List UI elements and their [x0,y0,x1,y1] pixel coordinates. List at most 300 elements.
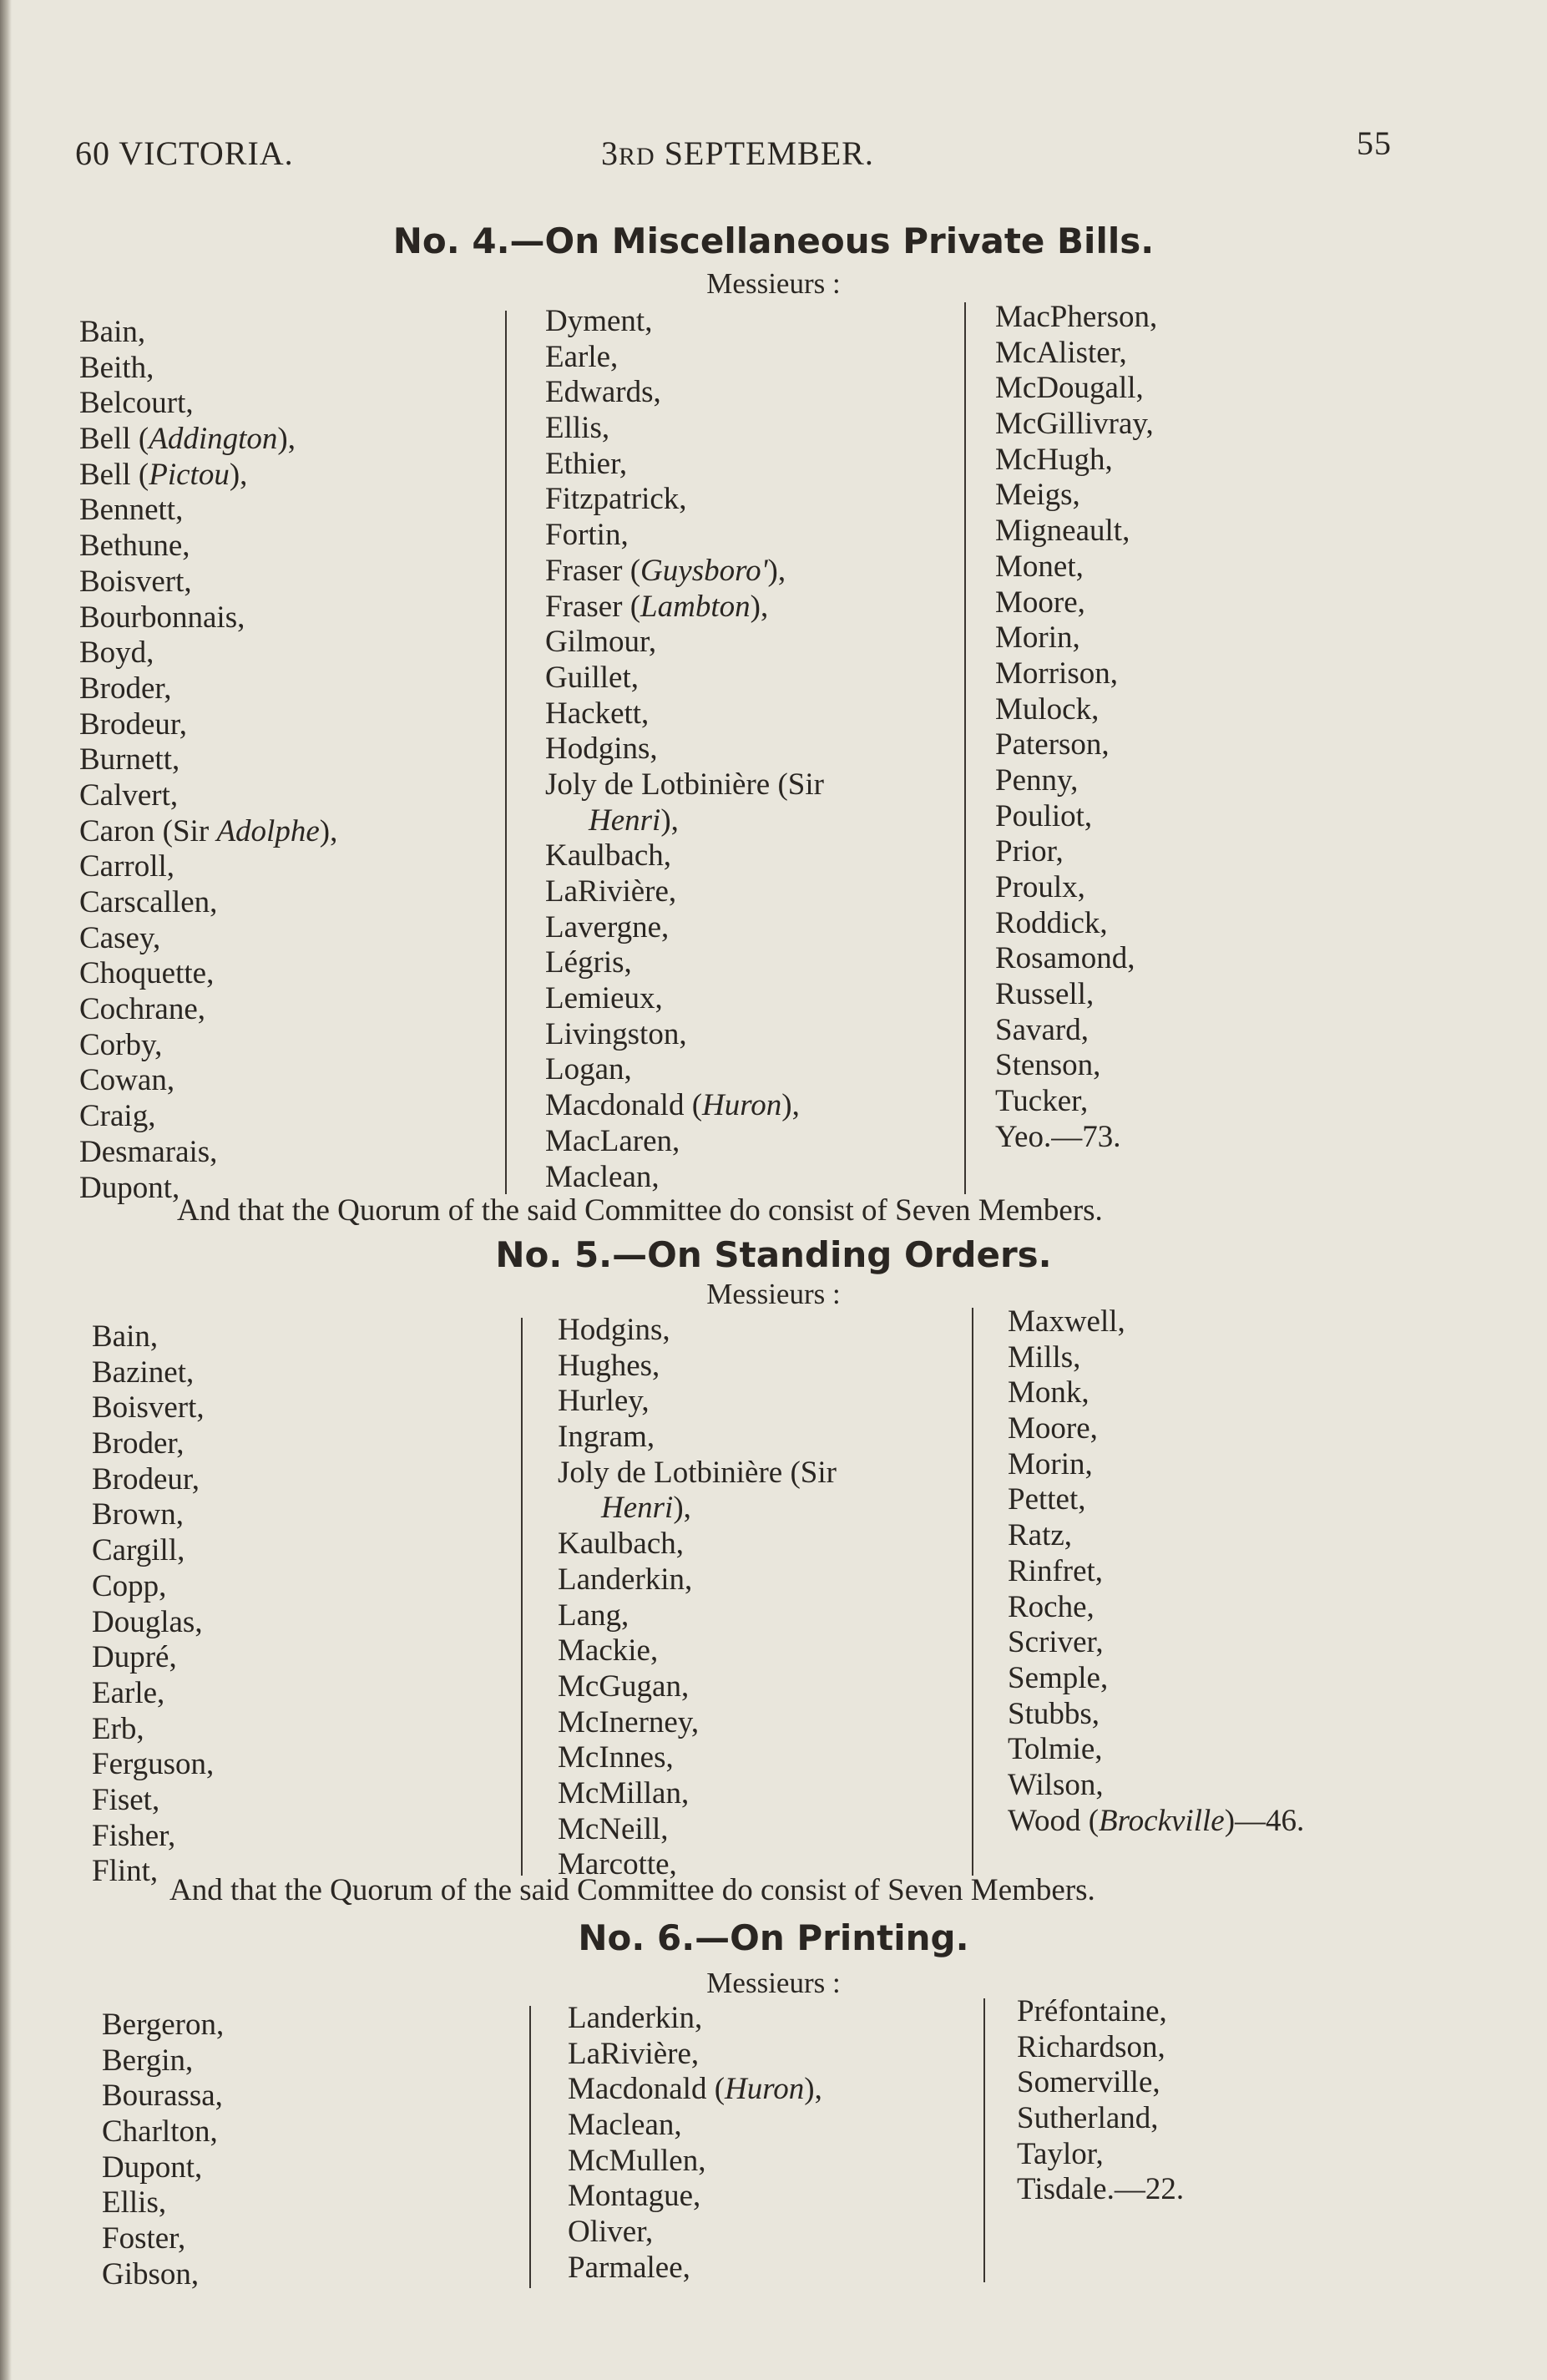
member-name-text: Somerville, [1017,2065,1160,2100]
member-name-text: Prior, [995,834,1064,869]
member-name-text: Hughes, [558,1348,660,1383]
member-name-text: Bain, [92,1319,159,1354]
member-name [102,2257,224,2293]
member-name-text: Calvert, [79,777,179,813]
member-name [545,554,824,590]
member-name-text: Ethier, [545,446,628,481]
member-name [545,1160,824,1196]
member-name [79,351,337,387]
member-name [558,1562,837,1598]
member-name [92,1712,214,1748]
member-name-suffix: )—46. [1224,1803,1305,1838]
member-name-text: Broder, [79,671,172,706]
member-name-text: Lavergne, [545,909,670,944]
member-name [995,336,1157,372]
member-name-text: Charlton, [102,2114,218,2150]
member-name-text: Gilmour, [545,625,657,660]
member-name [102,2079,224,2114]
member-name [558,1669,837,1705]
member-name [545,1052,824,1088]
member-name [79,493,337,529]
member-name-text: Cochrane, [79,992,206,1027]
member-name-text: Dupont, [79,1170,180,1205]
member-name [995,656,1157,692]
member-name-text: Yeo.—73. [995,1119,1121,1154]
member-name [995,1048,1157,1084]
member-column [545,304,824,1195]
member-name [545,910,824,946]
member-name-text: Erb, [92,1711,144,1746]
member-name-text: McInerney, [558,1704,700,1739]
member-name [545,981,824,1017]
member-name-text: Joly de Lotbinière (Sir [558,1455,837,1490]
column-divider [529,2006,531,2288]
member-constituency: Huron [725,2072,805,2107]
member-name [79,778,337,814]
header-date-ordinal: RD [619,143,655,170]
member-name [1008,1625,1304,1661]
column-divider [983,1998,985,2282]
member-name-text: Maclean, [545,1159,660,1194]
column-divider [505,311,507,1194]
member-name [995,1013,1157,1049]
member-name [79,529,337,565]
member-name-text: Ellis, [545,411,610,446]
member-name-text: Marcotte, [558,1847,677,1882]
member-name [92,1747,214,1783]
member-name [79,458,337,494]
member-name-text: Desmarais, [79,1134,218,1169]
member-name-text: Sutherland, [1017,2101,1159,2136]
member-name-text: Bourassa, [102,2079,223,2114]
member-name [558,1313,837,1349]
member-name-text: Oliver, [568,2215,654,2250]
member-name [1008,1304,1304,1340]
member-name [545,696,824,732]
member-column [995,300,1157,1156]
member-name [79,1099,337,1135]
member-name-suffix: ), [767,553,786,588]
member-name-text: Craig, [79,1099,156,1134]
member-name-text: Légris, [545,945,632,980]
member-name-text: Roche, [1008,1589,1095,1624]
member-name-text: Bain, [79,315,146,349]
member-name-text: Paterson, [995,727,1110,762]
member-name-text: Fisher, [92,1818,176,1853]
member-name-suffix: ), [660,803,679,838]
member-name-text: Bazinet, [92,1355,195,1390]
member-name [102,2043,224,2079]
committee-title: No. 4.—On Miscellaneous Private Bills. [392,220,1155,261]
member-name-text: MacLaren, [545,1123,680,1158]
member-name [1017,1994,1184,2030]
member-name-text: McNeill, [558,1811,669,1846]
member-name [545,732,824,767]
member-name [79,565,337,600]
member-name [102,2008,224,2043]
member-name [1017,2137,1184,2173]
member-name [995,763,1157,799]
member-name-text: Macdonald ( [568,2072,725,2107]
member-name-text: Earle, [92,1675,165,1710]
member-name [568,2072,822,2108]
member-name-text: Moore, [995,585,1085,620]
member-name [1017,2101,1184,2137]
member-column [92,1319,214,1890]
member-name [545,340,824,376]
book-spine-shadow [0,0,12,2380]
member-name-text: Mills, [1008,1339,1081,1375]
member-name [92,1426,214,1462]
member-name-text: Semple, [1008,1660,1109,1695]
member-name-suffix: ), [673,1491,691,1526]
member-name [92,1569,214,1605]
member-name-text: Dupont, [102,2150,203,2185]
member-name [545,1124,824,1160]
member-name-suffix: ), [804,2072,822,2107]
member-name-text: McMillan, [558,1775,690,1810]
member-name [79,671,337,707]
member-column [568,2001,822,2286]
member-name [558,1527,837,1562]
member-name [995,300,1157,336]
member-name-text: Bell ( [79,422,149,457]
member-name [995,549,1157,585]
member-name-text: Boisvert, [79,564,192,599]
member-name [995,799,1157,835]
member-name-text: MacPherson, [995,300,1158,334]
member-name-suffix: ), [319,813,338,848]
member-name-text: McInnes, [558,1740,674,1775]
member-name [92,1783,214,1819]
member-name-text: Brodeur, [92,1461,200,1496]
member-constituency: Brockville [1099,1803,1225,1838]
member-name-text: Maclean, [568,2108,682,2143]
member-constituency: Lambton [640,589,751,624]
member-name-text: LaRivière, [568,2036,700,2071]
member-name [545,945,824,981]
member-name [995,1084,1157,1120]
member-name [92,1497,214,1533]
member-name [545,411,824,447]
member-name-text: Wood ( [1008,1803,1100,1838]
member-name [995,727,1157,763]
member-name [1017,2172,1184,2208]
member-name-text: Russell, [995,977,1095,1012]
member-name-text: Boyd, [79,636,154,671]
member-name [568,2108,822,2144]
member-name [558,1598,837,1634]
member-name [79,992,337,1028]
member-name [92,1640,214,1676]
member-name-text: Ratz, [1008,1518,1073,1553]
member-name [1017,2065,1184,2101]
member-name [79,956,337,992]
quorum-note: And that the Quorum of the said Committee do consist of Seven Members. [169,1873,1095,1907]
member-name [102,2185,224,2221]
member-name-text: Lemieux, [545,981,663,1016]
member-name [79,636,337,671]
member-name [995,977,1157,1013]
header-date-month: SEPTEMBER. [655,134,874,172]
member-name [79,1028,337,1064]
member-name [995,478,1157,514]
member-name-text: Fraser ( [545,553,641,588]
member-name [568,2215,822,2251]
member-name [995,585,1157,621]
member-name [92,1462,214,1498]
member-name-text: Bergeron, [102,2008,225,2042]
member-name-text: Kaulbach, [558,1527,685,1562]
member-name-text: Préfontaine, [1017,1994,1167,2028]
member-name-text: Dupré, [92,1640,177,1675]
member-name-text: Proulx, [995,870,1085,904]
member-name-text: Boisvert, [92,1390,205,1425]
member-name-text: Carscallen, [79,885,218,919]
member-name-text: Migneault, [995,514,1130,549]
member-name-text: Gibson, [102,2256,200,2291]
member-constituency: Henri [589,803,661,838]
member-name [558,1349,837,1385]
member-name-text: Fortin, [545,518,629,553]
member-name [545,1088,824,1124]
member-name-text: Copp, [92,1568,167,1603]
member-name [545,838,824,874]
member-name [995,692,1157,728]
member-name [102,2221,224,2257]
member-constituency: Pictou [149,457,230,492]
member-name-suffix: ), [277,422,296,457]
member-name-text: Pouliot, [995,798,1093,833]
member-name-text: Hodgins, [558,1313,670,1347]
member-name-text: Casey, [79,920,161,955]
member-name-text: Beith, [79,350,154,385]
member-name [558,1384,837,1420]
member-name-text: Lang, [558,1598,629,1633]
member-name [995,371,1157,407]
member-name [92,1319,214,1355]
member-name [1008,1518,1304,1554]
member-name [1008,1482,1304,1518]
member-name [558,1456,837,1491]
member-name [545,590,824,625]
member-name-text: Guillet, [545,660,640,695]
member-column [79,315,337,1206]
member-name-text: Hodgins, [545,732,658,767]
member-name [79,422,337,458]
member-name-text: Livingston, [545,1016,687,1051]
messieurs-label: Messieurs : [706,1278,841,1310]
member-name [545,1017,824,1053]
member-name [1008,1732,1304,1768]
member-name [568,2251,822,2286]
member-name-text: Stubbs, [1008,1696,1100,1731]
member-name [92,1390,214,1426]
member-name-suffix: ), [781,1088,800,1123]
member-column [558,1313,837,1883]
column-divider [964,302,966,1194]
member-name [568,2001,822,2037]
member-name-text: Parmalee, [568,2250,690,2285]
member-name-suffix: ), [750,589,769,624]
member-name-text: Wilson, [1008,1767,1104,1802]
member-name [568,2179,822,2215]
member-name-text: Broder, [92,1426,185,1461]
member-name-text: Carroll, [79,849,175,884]
member-name-text: Moore, [1008,1411,1098,1446]
member-name [92,1819,214,1855]
member-name-text: Taylor, [1017,2136,1104,2171]
member-name-text: Landerkin, [558,1562,693,1597]
member-name-text: Burnett, [79,742,180,777]
member-name-text: Montague, [568,2179,701,2214]
member-name [558,1491,837,1527]
column-divider [521,1318,523,1876]
member-name-text: Tucker, [995,1084,1089,1119]
member-name [558,1776,837,1812]
member-name [79,742,337,778]
member-name-text: Morin, [1008,1446,1093,1481]
committee-title: No. 6.—On Printing. [578,1917,969,1958]
member-name-text: Penny, [995,762,1079,798]
member-name-text: Macdonald ( [545,1088,703,1123]
member-name-text: Kaulbach, [545,838,672,874]
member-name [995,443,1157,479]
member-name [995,1120,1157,1156]
member-name-text: Fiset, [92,1782,160,1817]
member-constituency: Adolphe [216,813,320,848]
member-name [79,849,337,885]
member-name [558,1705,837,1741]
member-name-text: Landerkin, [568,2001,703,2035]
member-name-text: Bethune, [79,529,190,564]
member-name-text: Ferguson, [92,1747,215,1782]
member-name-text: Logan, [545,1052,632,1087]
member-name-text: Fitzpatrick, [545,482,687,517]
member-name [545,304,824,340]
member-name [102,2114,224,2150]
member-name-suffix: ), [229,457,248,492]
member-name-text: McGugan, [558,1669,690,1704]
member-name-text: Stenson, [995,1048,1101,1083]
messieurs-label: Messieurs : [706,1967,841,1999]
member-name [995,407,1157,443]
member-name [79,315,337,351]
member-name [79,707,337,743]
member-constituency: Henri [601,1491,674,1526]
member-name [79,386,337,422]
member-name-text: McDougall, [995,371,1144,406]
member-name-text: Belcourt, [79,386,194,421]
member-name-text: Hurley, [558,1384,650,1419]
member-name [995,620,1157,656]
member-name [545,482,824,518]
header-date-day: 3 [601,134,619,172]
member-name [92,1676,214,1712]
member-name [1008,1661,1304,1697]
member-name-text: Fraser ( [545,589,641,624]
member-name-text: Monet, [995,549,1084,584]
member-column [1008,1304,1304,1839]
member-name-text: Rosamond, [995,941,1135,976]
member-name-text: Bergin, [102,2043,194,2078]
member-name-text: Ingram, [558,1420,655,1455]
quorum-note: And that the Quorum of the said Committee do consist of Seven Members. [177,1193,1103,1228]
member-name-text: Brown, [92,1497,184,1532]
member-name [79,921,337,957]
member-name [568,2144,822,2180]
member-name-text: Douglas, [92,1604,203,1639]
member-name [1008,1554,1304,1590]
member-name [79,1063,337,1099]
header-date [601,134,874,173]
member-name-text: Rinfret, [1008,1553,1104,1588]
member-name [545,375,824,411]
member-name [79,600,337,636]
member-name-text: Caron (Sir [79,813,217,848]
member-name-text: Choquette, [79,956,215,991]
member-name-text: McMullen, [568,2143,706,2178]
member-name [92,1533,214,1569]
member-name-text: Dyment, [545,304,653,338]
member-name-text: McGillivray, [995,407,1154,442]
member-name-text: Maxwell, [1008,1304,1125,1339]
member-name [545,874,824,910]
member-name [1017,2030,1184,2066]
member-name [545,447,824,483]
member-name [995,834,1157,870]
member-column [102,2008,224,2293]
member-constituency: Guysboro' [640,553,768,588]
member-name [1008,1590,1304,1626]
member-name [545,518,824,554]
member-name-text: McAlister, [995,335,1127,370]
member-name-text: McHugh, [995,442,1113,477]
member-column [1017,1994,1184,2208]
member-name-text: Corby, [79,1027,163,1062]
member-name [1008,1768,1304,1804]
member-name [558,1740,837,1776]
member-name [1008,1411,1304,1447]
member-name-text: Morrison, [995,656,1118,691]
member-name-text: Scriver, [1008,1625,1104,1660]
member-name [102,2150,224,2186]
header-session: 60 VICTORIA. [75,134,294,172]
member-name [995,514,1157,549]
member-name [545,661,824,696]
member-name-text: Earle, [545,339,619,374]
member-name-text: Roddick, [995,905,1108,940]
member-name-text: Hackett, [545,696,650,731]
member-name-text: Brodeur, [79,706,188,742]
member-name [1008,1340,1304,1376]
page-number: 55 [1357,124,1392,162]
member-name [545,803,824,839]
member-name [79,814,337,850]
member-name-text: Bourbonnais, [79,600,245,635]
member-name-text: Monk, [1008,1375,1089,1410]
member-name [568,2037,822,2073]
member-name-text: Joly de Lotbinière (Sir [545,767,824,802]
messieurs-label: Messieurs : [706,267,841,300]
member-name-text: Foster, [102,2221,186,2256]
member-name-text: Cargill, [92,1533,185,1568]
member-name [545,625,824,661]
member-name-text: Savard, [995,1012,1089,1047]
member-name [79,885,337,921]
member-name [995,870,1157,906]
member-name-text: Bennett, [79,493,184,528]
